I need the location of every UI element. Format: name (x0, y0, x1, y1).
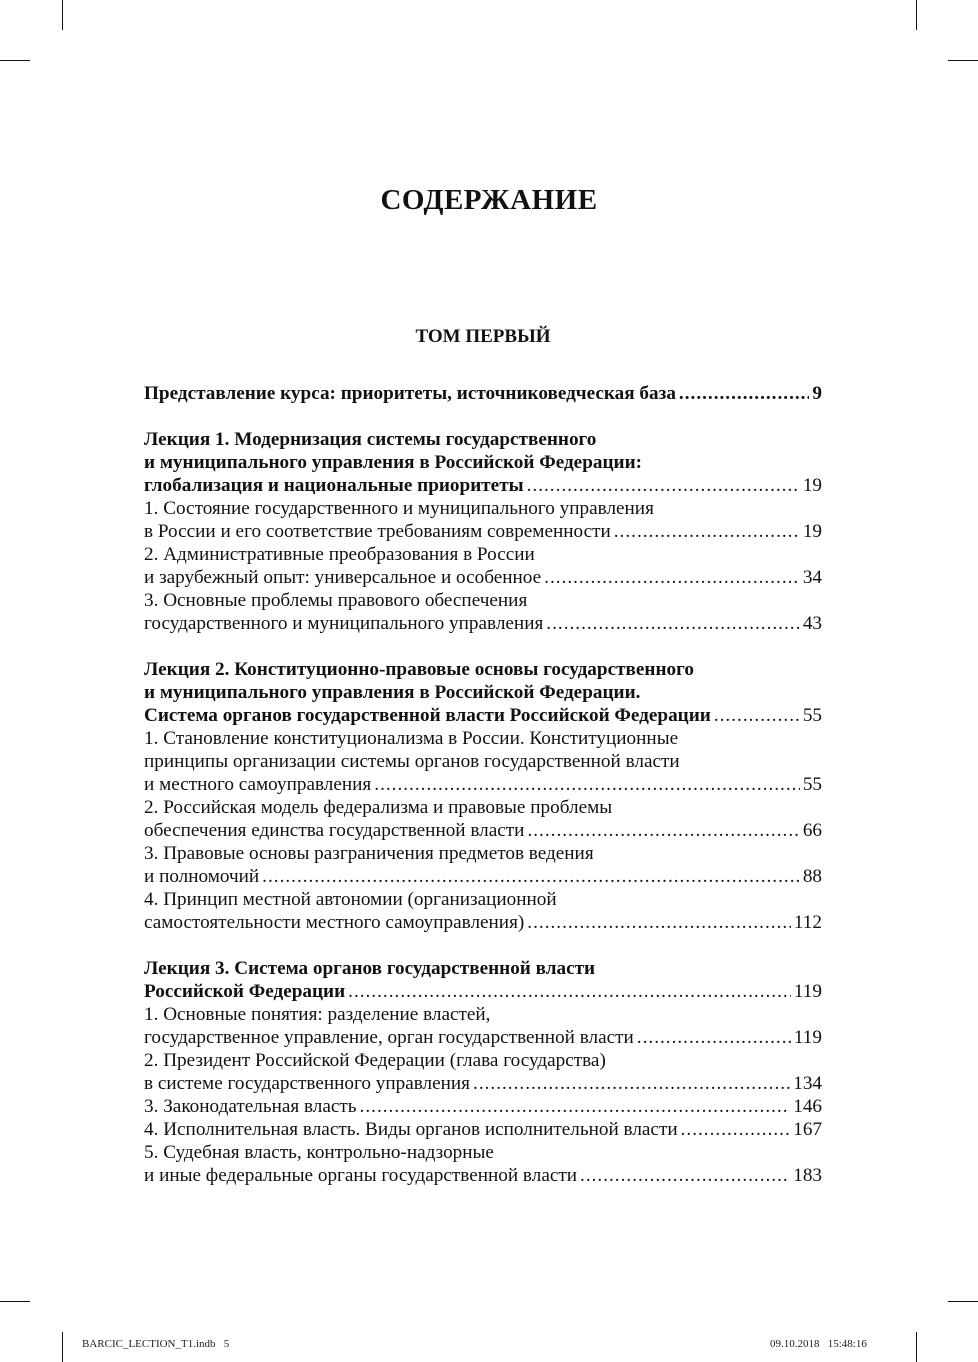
toc-entry-title: Представление курса: приоритеты, источниковедческая база (144, 383, 676, 404)
lecture-3-section-1-line-2[interactable]: государственное управление, орган государственной власти ..... 119 (144, 1026, 822, 1049)
lecture-3-section-3[interactable]: 3. Законодательная власть ..... 146 (144, 1095, 822, 1118)
lecture-2-section-3-line-1[interactable]: 3. Правовые основы разграничения предметов ведения (144, 843, 594, 864)
toc-page-number: 183 (793, 1165, 822, 1186)
toc-page-number: 146 (793, 1096, 822, 1117)
footer-datetime: 09.10.2018 15:48:16 (770, 1338, 867, 1350)
crop-mark-bottom-right-v (916, 1332, 917, 1362)
toc-page-number: 112 (793, 912, 822, 933)
leader-dots (681, 1118, 791, 1141)
lecture-1-section-1-line-1[interactable]: 1. Состояние государственного и муниципального управления (144, 498, 654, 519)
leader-dots (546, 612, 800, 635)
lecture-3-heading-line-1[interactable]: Лекция 3. Система органов государственной власти (144, 958, 596, 979)
lecture-3-section-4[interactable]: 4. Исполнительная власть. Виды органов исполнительной власти ..... 167 (144, 1118, 822, 1141)
table-of-contents (144, 382, 822, 1187)
lecture-2-section-1-line-2[interactable]: принципы организации системы органов государственной власти (144, 751, 680, 772)
leader-dots (580, 1164, 790, 1187)
toc-page-number: 119 (793, 1027, 822, 1048)
lecture-1-section-2-line-2[interactable]: и зарубежный опыт: универсальное и особенное ..... 34 (144, 566, 822, 589)
leader-dots (714, 704, 800, 727)
lecture-2-heading-line-3[interactable]: Система органов государственной власти Российской Федерации ..... 55 (144, 704, 822, 727)
leader-dots (473, 1072, 790, 1095)
toc-page-number: 134 (793, 1073, 822, 1094)
toc-page-number: 167 (793, 1119, 822, 1140)
toc-page-number: 119 (793, 981, 822, 1002)
leader-dots (262, 865, 800, 888)
lecture-3-section-5-line-1[interactable]: 5. Судебная власть, контрольно-надзорные (144, 1142, 494, 1163)
lecture-2-section-2-line-2[interactable]: обеспечения единства государственной власти ..... 66 (144, 819, 822, 842)
toc-entry-intro[interactable] (144, 382, 822, 405)
leader-dots (527, 911, 791, 934)
lecture-2-section-3-line-2[interactable]: и полномочий ..... 88 (144, 865, 822, 888)
toc-page-number: 55 (802, 705, 822, 726)
leader-dots (614, 520, 800, 543)
leader-dots (348, 980, 791, 1003)
volume-heading: ТОМ ПЕРВЫЙ (415, 326, 551, 347)
lecture-3-section-5-line-2[interactable]: и иные федеральные органы государственной власти ..... 183 (144, 1164, 822, 1187)
lecture-2-heading-line-2[interactable]: и муниципального управления в Российской Федерации. (144, 682, 641, 703)
leader-dots (679, 382, 809, 405)
lecture-3-section-2-line-2[interactable]: в системе государственного управления ..... 134 (144, 1072, 822, 1095)
page-title: СОДЕРЖАНИЕ (380, 184, 598, 216)
crop-mark-top-left-h (0, 60, 30, 61)
toc-page-number: 55 (802, 774, 822, 795)
crop-mark-top-right-h (948, 60, 978, 61)
leader-dots (637, 1026, 791, 1049)
lecture-2-section-1-line-3[interactable]: и местного самоуправления ..... 55 (144, 773, 822, 796)
toc-page-number: 19 (802, 475, 822, 496)
lecture-1-heading-line-1[interactable]: Лекция 1. Модернизация системы государственного (144, 429, 597, 450)
lecture-1-section-2-line-1[interactable]: 2. Административные преобразования в России (144, 544, 535, 565)
leader-dots (374, 773, 800, 796)
leader-dots (527, 819, 799, 842)
toc-page-number: 66 (802, 820, 822, 841)
lecture-1-section-3-line-1[interactable]: 3. Основные проблемы правового обеспечения (144, 590, 528, 611)
lecture-2-section-1-line-1[interactable]: 1. Становление конституционализма в России. Конституционные (144, 728, 679, 749)
toc-page-number: 19 (802, 521, 822, 542)
lecture-2-heading-line-1[interactable]: Лекция 2. Конституционно-правовые основы государственного (144, 659, 694, 680)
crop-mark-bottom-left-v (62, 1332, 63, 1362)
crop-mark-top-left-v (62, 0, 63, 30)
leader-dots (527, 474, 800, 497)
toc-page-number: 43 (802, 613, 822, 634)
lecture-3-heading-line-2[interactable]: Российской Федерации ..... 119 (144, 980, 822, 1003)
lecture-3-section-1-line-1[interactable]: 1. Основные понятия: разделение властей, (144, 1004, 491, 1025)
footer-filename: BARCIC_LECTION_T1.indb 5 (82, 1338, 230, 1350)
crop-mark-bottom-right-h (948, 1301, 978, 1302)
crop-mark-bottom-left-h (0, 1301, 30, 1302)
toc-page-number: 88 (802, 866, 822, 887)
leader-dots (360, 1095, 791, 1118)
lecture-3-section-2-line-1[interactable]: 2. Президент Российской Федерации (глава государства) (144, 1050, 606, 1071)
lecture-1-section-1-line-2[interactable]: в России и его соответствие требованиям современности ..... 19 (144, 520, 822, 543)
lecture-1-heading-line-2[interactable]: и муниципального управления в Российской Федерации: (144, 452, 643, 473)
leader-dots (544, 566, 800, 589)
lecture-2-section-4-line-2[interactable]: самостоятельности местного самоуправления) ..... 112 (144, 911, 822, 934)
crop-mark-top-right-v (916, 0, 917, 30)
lecture-1-section-3-line-2[interactable]: государственного и муниципального управления ..... 43 (144, 612, 822, 635)
toc-page-number: 9 (812, 383, 822, 404)
lecture-1-heading-line-3[interactable]: глобализация и национальные приоритеты ..... 19 (144, 474, 822, 497)
lecture-2-section-2-line-1[interactable]: 2. Российская модель федерализма и правовые проблемы (144, 797, 613, 818)
toc-page-number: 34 (802, 567, 822, 588)
lecture-2-section-4-line-1[interactable]: 4. Принцип местной автономии (организационной (144, 889, 557, 910)
